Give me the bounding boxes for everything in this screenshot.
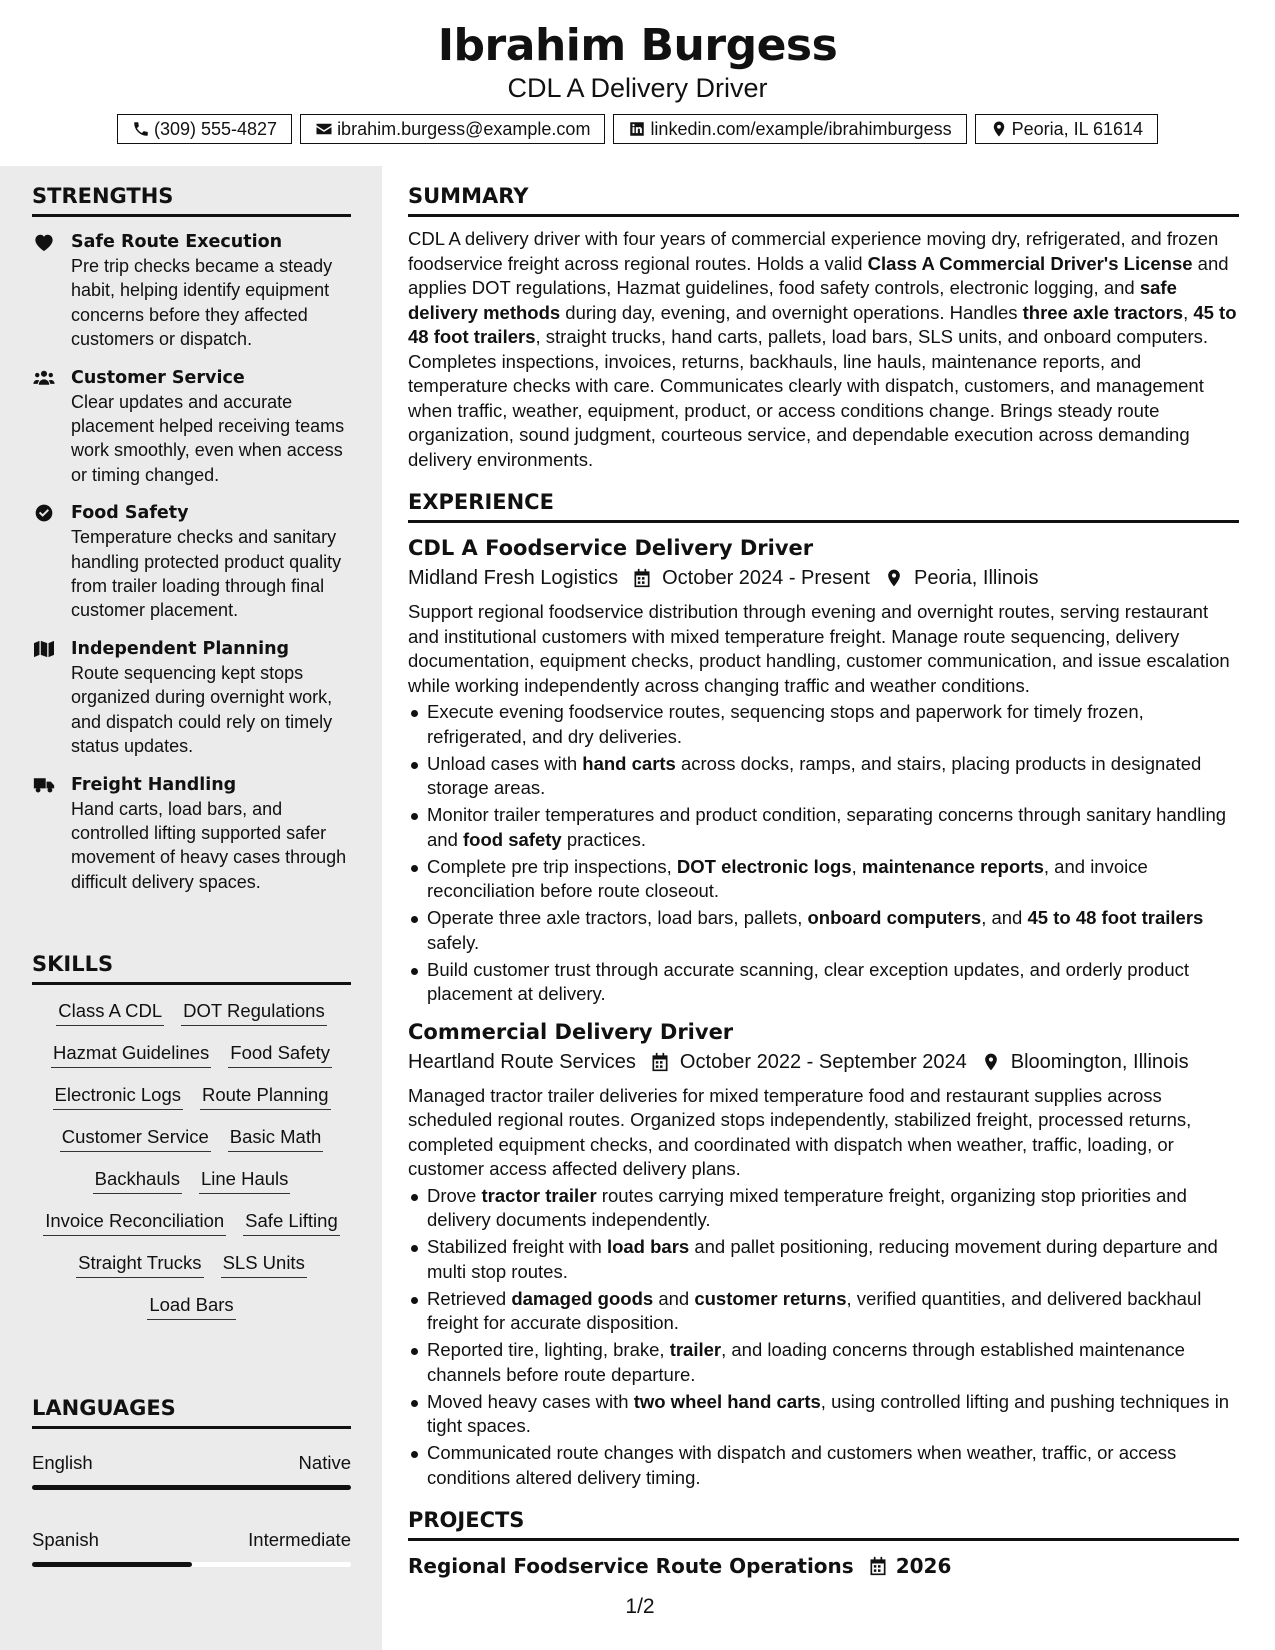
location-pin-icon	[981, 1052, 1001, 1072]
summary-section	[408, 184, 1239, 472]
skill-tag: Basic Math	[228, 1125, 324, 1152]
job-entry	[408, 533, 1239, 1007]
skill-tag: Customer Service	[60, 1125, 211, 1152]
contact-location	[975, 114, 1158, 144]
project-date: 2026	[895, 1554, 952, 1578]
language-item	[32, 1528, 351, 1567]
strength-item	[32, 230, 351, 352]
skills-list	[32, 999, 351, 1320]
strength-desc: Hand carts, load bars, and controlled lifting supported safer movement of heavy cases through difficult delivery spaces.	[71, 798, 347, 892]
project-title: Regional Foodservice Route Operations	[408, 1554, 854, 1578]
language-name: English	[32, 1452, 93, 1473]
bold-keyword: safe delivery methods	[408, 277, 1177, 323]
section-heading: LANGUAGES	[32, 1396, 351, 1429]
job-bullet: Unload cases with hand carts across docks, ramps, and stairs, placing products in designated storage areas.	[408, 752, 1239, 801]
strength-title: Independent Planning	[71, 638, 290, 659]
skill-tag: Electronic Logs	[53, 1083, 183, 1110]
calendar-icon	[650, 1052, 670, 1072]
language-level: Intermediate	[248, 1529, 351, 1550]
main-content	[408, 166, 1239, 1581]
strength-item	[32, 773, 351, 895]
skill-tag: SLS Units	[221, 1251, 307, 1278]
job-title: CDL A Foodservice Delivery Driver	[408, 536, 814, 560]
sidebar	[0, 166, 382, 1650]
skill-tag: Straight Trucks	[76, 1251, 203, 1278]
contact-text: ibrahim.burgess@example.com	[337, 118, 591, 139]
job-location: Bloomington, Illinois	[1010, 1050, 1189, 1073]
calendar-icon	[868, 1556, 888, 1576]
bold-keyword: three axle tractors	[1022, 301, 1184, 323]
language-item	[32, 1451, 351, 1490]
strength-item	[32, 501, 351, 623]
bold-keyword: hand carts	[582, 752, 676, 774]
linkedin-icon	[628, 120, 646, 138]
bold-keyword: food safety	[463, 828, 562, 850]
job-bullet: Drove tractor trailer routes carrying mixed temperature freight, organizing stop priorities and delivery documents independently.	[408, 1184, 1239, 1233]
strength-title: Customer Service	[71, 367, 245, 388]
contact-text: Peoria, IL 61614	[1011, 118, 1144, 139]
language-level: Native	[298, 1452, 351, 1473]
job-bullet: Monitor trailer temperatures and product condition, separating concerns through sanitary handling and food safety practices.	[408, 803, 1239, 852]
section-heading: STRENGTHS	[32, 184, 351, 217]
strength-desc: Pre trip checks became a steady habit, helping identify equipment concerns before they affected customers or dispatch.	[71, 256, 333, 350]
job-bullet: Reported tire, lighting, brake, trailer, and loading concerns through established maintenance channels before route departure.	[408, 1338, 1239, 1387]
check-circle-icon	[32, 502, 56, 524]
summary-text: CDL A delivery driver with four years of commercial experience moving dry, refrigerated, and frozen foodservice freight across regional routes. Holds a valid Class A Commercial Driver's License and applies DOT regulations, Hazmat guidelines, food safety controls, electronic logging, and safe delivery methods during day, evening, and overnight operations. Handles three axle tractors, 45 to 48 foot trailers, straight trucks, hand carts, pallets, load bars, SLS units, and onboard computers. Completes inspections, invoices, returns, backhauls, line hauls, maintenance reports, and temperature checks with care. Communicates clearly with dispatch, customers, and management when traffic, weather, equipment, product, or access conditions change. Brings steady route organization, sound judgment, courteous service, and dependable execution across demanding delivery environments.	[408, 228, 1237, 470]
job-bullet: Complete pre trip inspections, DOT electronic logs, maintenance reports, and invoice reconciliation before route closeout.	[408, 855, 1239, 904]
job-bullet: Communicated route changes with dispatch and customers when weather, traffic, or access conditions altered delivery timing.	[408, 1441, 1239, 1490]
job-company: Heartland Route Services	[408, 1050, 636, 1073]
candidate-name: Ibrahim Burgess	[437, 20, 838, 71]
bold-keyword: tractor trailer	[481, 1184, 597, 1206]
languages-section	[32, 1396, 351, 1567]
calendar-icon	[632, 568, 652, 588]
contact-phone	[117, 114, 292, 144]
section-heading: EXPERIENCE	[408, 490, 1239, 523]
skill-tag: Backhauls	[93, 1167, 182, 1194]
bold-keyword: damaged goods	[511, 1287, 654, 1309]
language-proficiency-fill	[32, 1485, 351, 1490]
job-bullet: Retrieved damaged goods and customer returns, verified quantities, and delivered backhaul freight for accurate disposition.	[408, 1287, 1239, 1336]
job-bullets	[408, 1184, 1239, 1491]
contact-text: (309) 555-4827	[153, 118, 278, 139]
strength-title: Freight Handling	[71, 774, 237, 795]
job-title: Commercial Delivery Driver	[408, 1019, 734, 1044]
job-description: Managed tractor trailer deliveries for mixed temperature food and restaurant supplies across scheduled regional routes. Organized stops independently, stabilized freight, processed returns, completed equipment checks, and coordinated with dispatch when weather, traffic, loading, or customer access affected delivery plans.	[408, 1084, 1192, 1179]
strengths-section	[32, 184, 351, 908]
truck-icon	[32, 774, 56, 796]
skill-tag: Invoice Reconciliation	[43, 1209, 226, 1236]
job-bullet: Operate three axle tractors, load bars, pallets, onboard computers, and 45 to 48 foot trailers safely.	[408, 906, 1239, 955]
job-bullet: Build customer trust through accurate scanning, clear exception updates, and orderly product placement at delivery.	[408, 958, 1239, 1007]
skill-tag: Load Bars	[147, 1293, 235, 1320]
job-bullet: Execute evening foodservice routes, sequencing stops and paperwork for timely frozen, refrigerated, and dry deliveries.	[408, 700, 1239, 749]
project-entry	[408, 1551, 1239, 1581]
job-bullet: Stabilized freight with load bars and pallet positioning, reducing movement during departure and multi stop routes.	[408, 1235, 1239, 1284]
experience-section	[408, 490, 1239, 1490]
page-number: 1/2	[625, 1595, 655, 1618]
job-dates: October 2022 - September 2024	[679, 1050, 967, 1073]
section-heading: PROJECTS	[408, 1508, 1239, 1541]
strength-desc: Clear updates and accurate placement helped receiving teams work smoothly, even when access or timing changed.	[71, 391, 345, 485]
skill-tag: Hazmat Guidelines	[51, 1041, 211, 1068]
language-proficiency-bar	[32, 1485, 351, 1490]
bold-keyword: 45 to 48 foot trailers	[408, 301, 1237, 347]
job-company: Midland Fresh Logistics	[408, 567, 619, 589]
section-heading: SKILLS	[32, 952, 351, 985]
resume-header	[0, 0, 1275, 166]
strength-desc: Route sequencing kept stops organized during overnight work, and dispatch could rely on timely status updates.	[71, 662, 333, 757]
bold-keyword: 45 to 48 foot trailers	[1027, 907, 1204, 928]
bold-keyword: two wheel hand carts	[633, 1390, 821, 1412]
job-description: Support regional foodservice distribution through evening and overnight routes, serving restaurant and institutional customers with mixed temperature freight. Manage route sequencing, delivery documentation, equipment checks, product handling, customer communication, and issue escalation while working independently across changing traffic and weather conditions.	[408, 601, 1230, 696]
phone-icon	[132, 120, 150, 138]
heart-icon	[32, 231, 56, 253]
strength-title: Food Safety	[71, 503, 189, 524]
strength-desc: Temperature checks and sanitary handling protected product quality from trailer loading through final customer placement.	[71, 527, 342, 621]
skill-tag: DOT Regulations	[181, 999, 327, 1026]
job-dates: October 2024 - Present	[662, 567, 870, 589]
skill-tag: Food Safety	[228, 1041, 332, 1068]
language-proficiency-fill	[32, 1562, 192, 1567]
strength-item	[32, 366, 351, 488]
contact-linkedin[interactable]	[613, 114, 966, 144]
bold-keyword: customer returns	[694, 1287, 847, 1309]
job-entry	[408, 1017, 1239, 1491]
job-bullets	[408, 700, 1239, 1007]
section-heading: SUMMARY	[408, 184, 1239, 217]
bold-keyword: DOT electronic logs	[676, 855, 852, 877]
candidate-title: CDL A Delivery Driver	[507, 73, 768, 103]
language-proficiency-bar	[32, 1562, 351, 1567]
location-pin-icon	[990, 120, 1008, 138]
contact-email[interactable]	[300, 114, 605, 144]
strength-item	[32, 637, 351, 759]
language-name: Spanish	[32, 1529, 99, 1550]
skills-section	[32, 952, 351, 1320]
users-icon	[32, 367, 56, 389]
bold-keyword: onboard computers	[807, 907, 982, 928]
envelope-icon	[315, 120, 333, 138]
contact-text: linkedin.com/example/ibrahimburgess	[650, 118, 952, 139]
strengths-list	[32, 230, 351, 894]
bold-keyword: Class A Commercial Driver's License	[867, 252, 1193, 274]
job-location: Peoria, Illinois	[913, 567, 1039, 589]
skill-tag: Safe Lifting	[243, 1209, 340, 1236]
bold-keyword: maintenance reports	[861, 855, 1044, 877]
projects-section	[408, 1508, 1239, 1581]
job-meta	[408, 1047, 1239, 1077]
bold-keyword: load bars	[606, 1236, 690, 1257]
job-meta	[408, 563, 1239, 593]
location-pin-icon	[884, 568, 904, 588]
strength-title: Safe Route Execution	[71, 232, 283, 252]
contact-bar	[0, 114, 1275, 144]
job-bullet: Moved heavy cases with two wheel hand carts, using controlled lifting and pushing techniques in tight spaces.	[408, 1390, 1239, 1439]
skill-tag: Line Hauls	[199, 1167, 290, 1194]
skill-tag: Route Planning	[200, 1083, 331, 1110]
map-icon	[32, 638, 56, 660]
bold-keyword: trailer	[669, 1339, 722, 1360]
skill-tag: Class A CDL	[56, 999, 164, 1026]
